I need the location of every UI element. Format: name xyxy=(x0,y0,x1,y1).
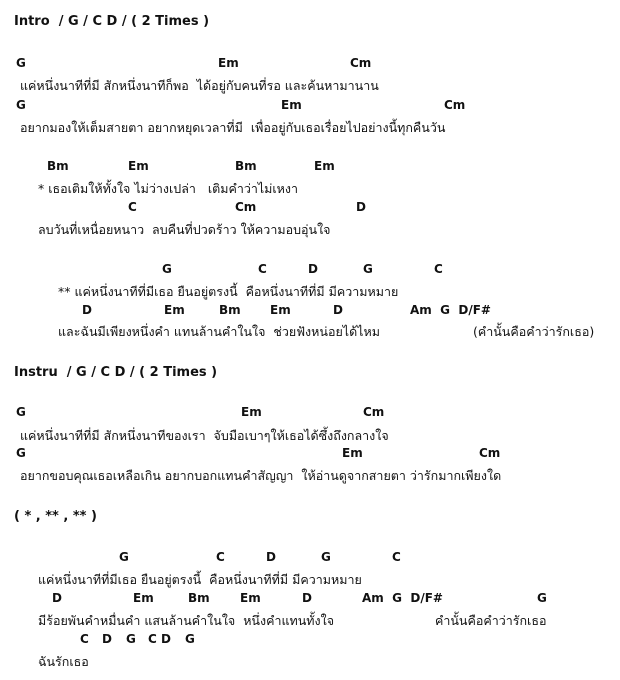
chord: Em xyxy=(133,591,154,605)
lyric-line: ** แค่หนึ่งนาทีที่มีเธอ ยืนอยู่ตรงนี้ คือหนึ่งนาทีที่มี มีความหมาย xyxy=(58,284,399,299)
chord: C xyxy=(434,262,443,276)
chord: G xyxy=(16,405,26,419)
chord: Am G D/F# xyxy=(362,591,443,605)
chord: Cm xyxy=(235,200,257,214)
chord: Cm xyxy=(350,56,372,70)
chord: D xyxy=(52,591,62,605)
chord: Em xyxy=(128,159,149,173)
chord: Am G D/F# xyxy=(410,303,491,317)
chord: Em xyxy=(281,98,302,112)
instru-header: Instru / G / C D / ( 2 Times ) xyxy=(14,365,218,380)
chord: C xyxy=(128,200,137,214)
chord: G xyxy=(16,446,26,460)
chord: Cm xyxy=(444,98,466,112)
chord: D xyxy=(302,591,312,605)
lyric-line: ลบวันที่เหนื่อยหนาว ลบคืนที่ปวดร้าว ให้ความอบอุ่นใจ xyxy=(38,222,331,237)
lyric-line: แค่หนึ่งนาทีที่มีเธอ ยืนอยู่ตรงนี้ คือหนึ่งนาทีที่มี มีความหมาย xyxy=(38,572,362,587)
chord: Em xyxy=(241,405,262,419)
chord: Em xyxy=(164,303,185,317)
chord: G xyxy=(16,56,26,70)
chord: D xyxy=(308,262,318,276)
chord: Em xyxy=(314,159,335,173)
chord: Em xyxy=(270,303,291,317)
lyric-line: ฉันรักเธอ xyxy=(38,654,89,669)
chord: G xyxy=(537,591,547,605)
chord: D xyxy=(356,200,366,214)
chord: G xyxy=(16,98,26,112)
lyric-line: แค่หนึ่งนาทีที่มี สักหนึ่งนาทีก็พอ ได้อยู่กับคนที่รอ และค้นหามานาน xyxy=(20,78,379,93)
chord: C xyxy=(216,550,225,564)
lyric-line: * เธอเติมให้ทั้งใจ ไม่ว่างเปล่า เติมคำว่าไม่เหงา xyxy=(38,181,299,196)
chord: C xyxy=(392,550,401,564)
chord: G xyxy=(126,632,136,646)
intro-header: Intro / G / C D / ( 2 Times ) xyxy=(14,14,210,29)
chord: Bm xyxy=(235,159,257,173)
lyric-line: และฉันมีเพียงหนึ่งคำ แทนล้านคำในใจ ช่วยฟังหน่อยได้ไหม xyxy=(58,324,380,339)
lyric-line: มีร้อยพันคำหมื่นคำ แสนล้านคำในใจ หนึ่งคำแทนทั้งใจ xyxy=(38,613,335,628)
chord: Cm xyxy=(363,405,385,419)
lyric-line: อยากขอบคุณเธอเหลือเกิน อยากบอกแทนคำสัญญา ให้อ่านดูจากสายตา ว่ารักมากเพียงใด xyxy=(20,468,502,483)
chord: Cm xyxy=(479,446,501,460)
lyric-aside: คำนั้นคือคำว่ารักเธอ xyxy=(435,613,547,628)
lyric-aside: (คำนั้นคือคำว่ารักเธอ) xyxy=(473,324,595,339)
chord: D xyxy=(102,632,112,646)
chord: Bm xyxy=(219,303,241,317)
chord: Bm xyxy=(47,159,69,173)
chord: D xyxy=(266,550,276,564)
repeat-marker: ( * , ** , ** ) xyxy=(14,509,97,524)
lyric-line: แค่หนึ่งนาทีที่มี สักหนึ่งนาทีของเรา จับมือเบาๆให้เธอได้ซึ้งถึงกลางใจ xyxy=(20,428,389,443)
chord: Em xyxy=(342,446,363,460)
lyric-line: อยากมองให้เต็มสายตา อยากหยุดเวลาที่มี เพื่ออยู่กับเธอเรื่อยไปอย่างนี้ทุกคืนวัน xyxy=(20,120,446,135)
chord: C D xyxy=(148,632,171,646)
chord: D xyxy=(82,303,92,317)
chord: G xyxy=(119,550,129,564)
chord: G xyxy=(162,262,172,276)
chord: Em xyxy=(240,591,261,605)
chord: C xyxy=(80,632,89,646)
chord: G xyxy=(185,632,195,646)
chord: Em xyxy=(218,56,239,70)
chord: D xyxy=(333,303,343,317)
chord: G xyxy=(321,550,331,564)
chord: Bm xyxy=(188,591,210,605)
chord: G xyxy=(363,262,373,276)
chord: C xyxy=(258,262,267,276)
